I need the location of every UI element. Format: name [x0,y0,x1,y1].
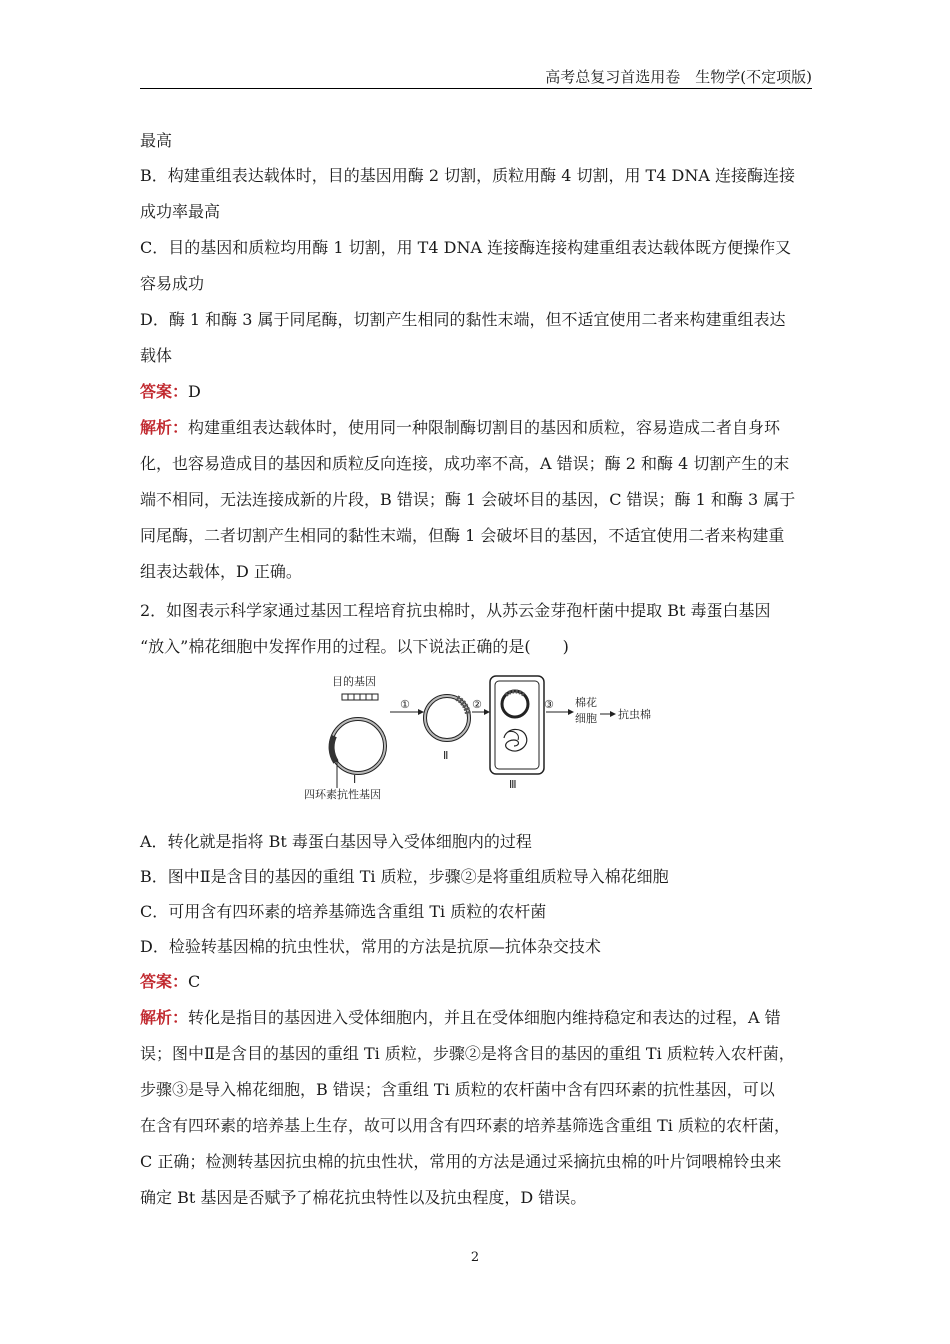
arrow-head-3 [568,709,574,715]
q1-option-d: D．酶 1 和酶 3 属于同尾酶，切割产生相同的黏性末端，但不适宜使用二者来构建重组表达 [140,310,786,329]
target-gene-bar [342,694,378,700]
answer-value: C [188,972,201,991]
answer-value: D [188,382,201,401]
q2-stem: 2．如图表示科学家通过基因工程培育抗虫棉时，从苏云金芽孢杆菌中提取 Bt 毒蛋白基因 [140,601,771,620]
gene-engineering-diagram [300,670,660,805]
cotton-cell-label-2: 细胞 [575,712,597,725]
arrow-head-1 [418,709,424,715]
answer-label: 答案： [140,382,189,401]
q2-analysis-line: 确定 Bt 基因是否赋予了棉花抗虫特性以及抗虫程度，D 错误。 [140,1188,587,1207]
arrow-head-4 [610,711,616,717]
q1-analysis-line: 组表达载体，D 正确。 [140,562,302,581]
step-3-label: ③ [544,698,554,711]
step-1-label: ① [400,698,410,711]
bacterium-iii [490,676,544,774]
cotton-cell-label-1: 棉花 [575,696,597,709]
q1-option-b: B．构建重组表达载体时，目的基因用酶 2 切割，质粒用酶 4 切割，用 T4 DNA 连接酶连接 [140,166,795,185]
target-gene-label: 目的基因 [332,675,376,688]
analysis-text: 构建重组表达载体时，使用同一种限制酶切割目的基因和质粒，容易造成二者自身环 [188,418,781,437]
q2-option-c: C．可用含有四环素的培养基筛选含重组 Ti 质粒的农杆菌 [140,902,547,921]
header-rule [140,88,812,89]
step-2-label: ② [472,698,482,711]
arrow-head-2 [484,709,490,715]
q2-option-d: D．检验转基因棉的抗虫性状，常用的方法是抗原—抗体杂交技术 [140,937,601,956]
q2-stem-cont: “放入”棉花细胞中发挥作用的过程。以下说法正确的是( ) [140,637,569,656]
page-number: 2 [470,1250,480,1265]
q1-option-c-cont: 容易成功 [140,274,205,293]
analysis-label: 解析： [140,418,189,437]
tet-gene-label: 四环素抗性基因 [304,788,381,801]
label-i: Ⅰ [353,773,357,786]
q2-analysis-line: 步骤③是导入棉花细胞，B 错误；含重组 Ti 质粒的农杆菌中含有四环素的抗性基因，可以 [140,1080,775,1099]
plasmid-ii [425,696,469,740]
q2-analysis-line: 误；图中Ⅱ是含目的基因的重组 Ti 质粒，步骤②是将含目的基因的重组 Ti 质粒转入农杆菌， [140,1044,795,1063]
q2-analysis-line: 在含有四环素的培养基上生存，故可以用含有四环素的培养基筛选含重组 Ti 质粒的农杆菌， [140,1116,790,1135]
q1-answer [140,379,820,402]
q1-option-a-cont: 最高 [140,131,173,150]
q1-option-b-cont: 成功率最高 [140,202,221,221]
q1-analysis-line: 化，也容易造成目的基因和质粒反向连接，成功率不高，A 错误；酶 2 和酶 4 切割产生的末 [140,454,790,473]
insect-resistant-cotton-label: 抗虫棉 [618,708,651,721]
q2-option-a: A．转化就是指将 Bt 毒蛋白基因导入受体细胞内的过程 [140,832,532,851]
q2-analysis-line [140,1005,820,1028]
q1-option-c: C．目的基因和质粒均用酶 1 切割，用 T4 DNA 连接酶连接构建重组表达载体既方便操作又 [140,238,792,257]
analysis-text: 转化是指目的基因进入受体细胞内，并且在受体细胞内维持稳定和表达的过程，A 错 [188,1008,781,1027]
q1-analysis-line: 同尾酶，二者切割产生相同的黏性末端，但酶 1 会破坏目的基因，不适宜使用二者来构建重 [140,526,785,545]
label-ii: Ⅱ [443,749,449,762]
q1-analysis-line: 端不相同，无法连接成新的片段，B 错误；酶 1 会破坏目的基因，C 错误；酶 1 和酶 3 属于 [140,490,796,509]
analysis-label: 解析： [140,1008,189,1027]
q2-analysis-line: C 正确；检测转基因抗虫棉的抗虫性状，常用的方法是通过采摘抗虫棉的叶片饲喂棉铃虫来 [140,1152,782,1171]
q2-option-b: B．图中Ⅱ是含目的基因的重组 Ti 质粒，步骤②是将重组质粒导入棉花细胞 [140,867,669,886]
plasmid-i [331,719,385,773]
running-header: 高考总复习首选用卷 生物学(不定项版) [545,68,812,86]
label-iii: Ⅲ [509,778,517,791]
q2-answer [140,969,820,992]
q1-option-d-cont: 载体 [140,346,173,365]
q1-analysis-line [140,415,820,438]
answer-label: 答案： [140,972,189,991]
